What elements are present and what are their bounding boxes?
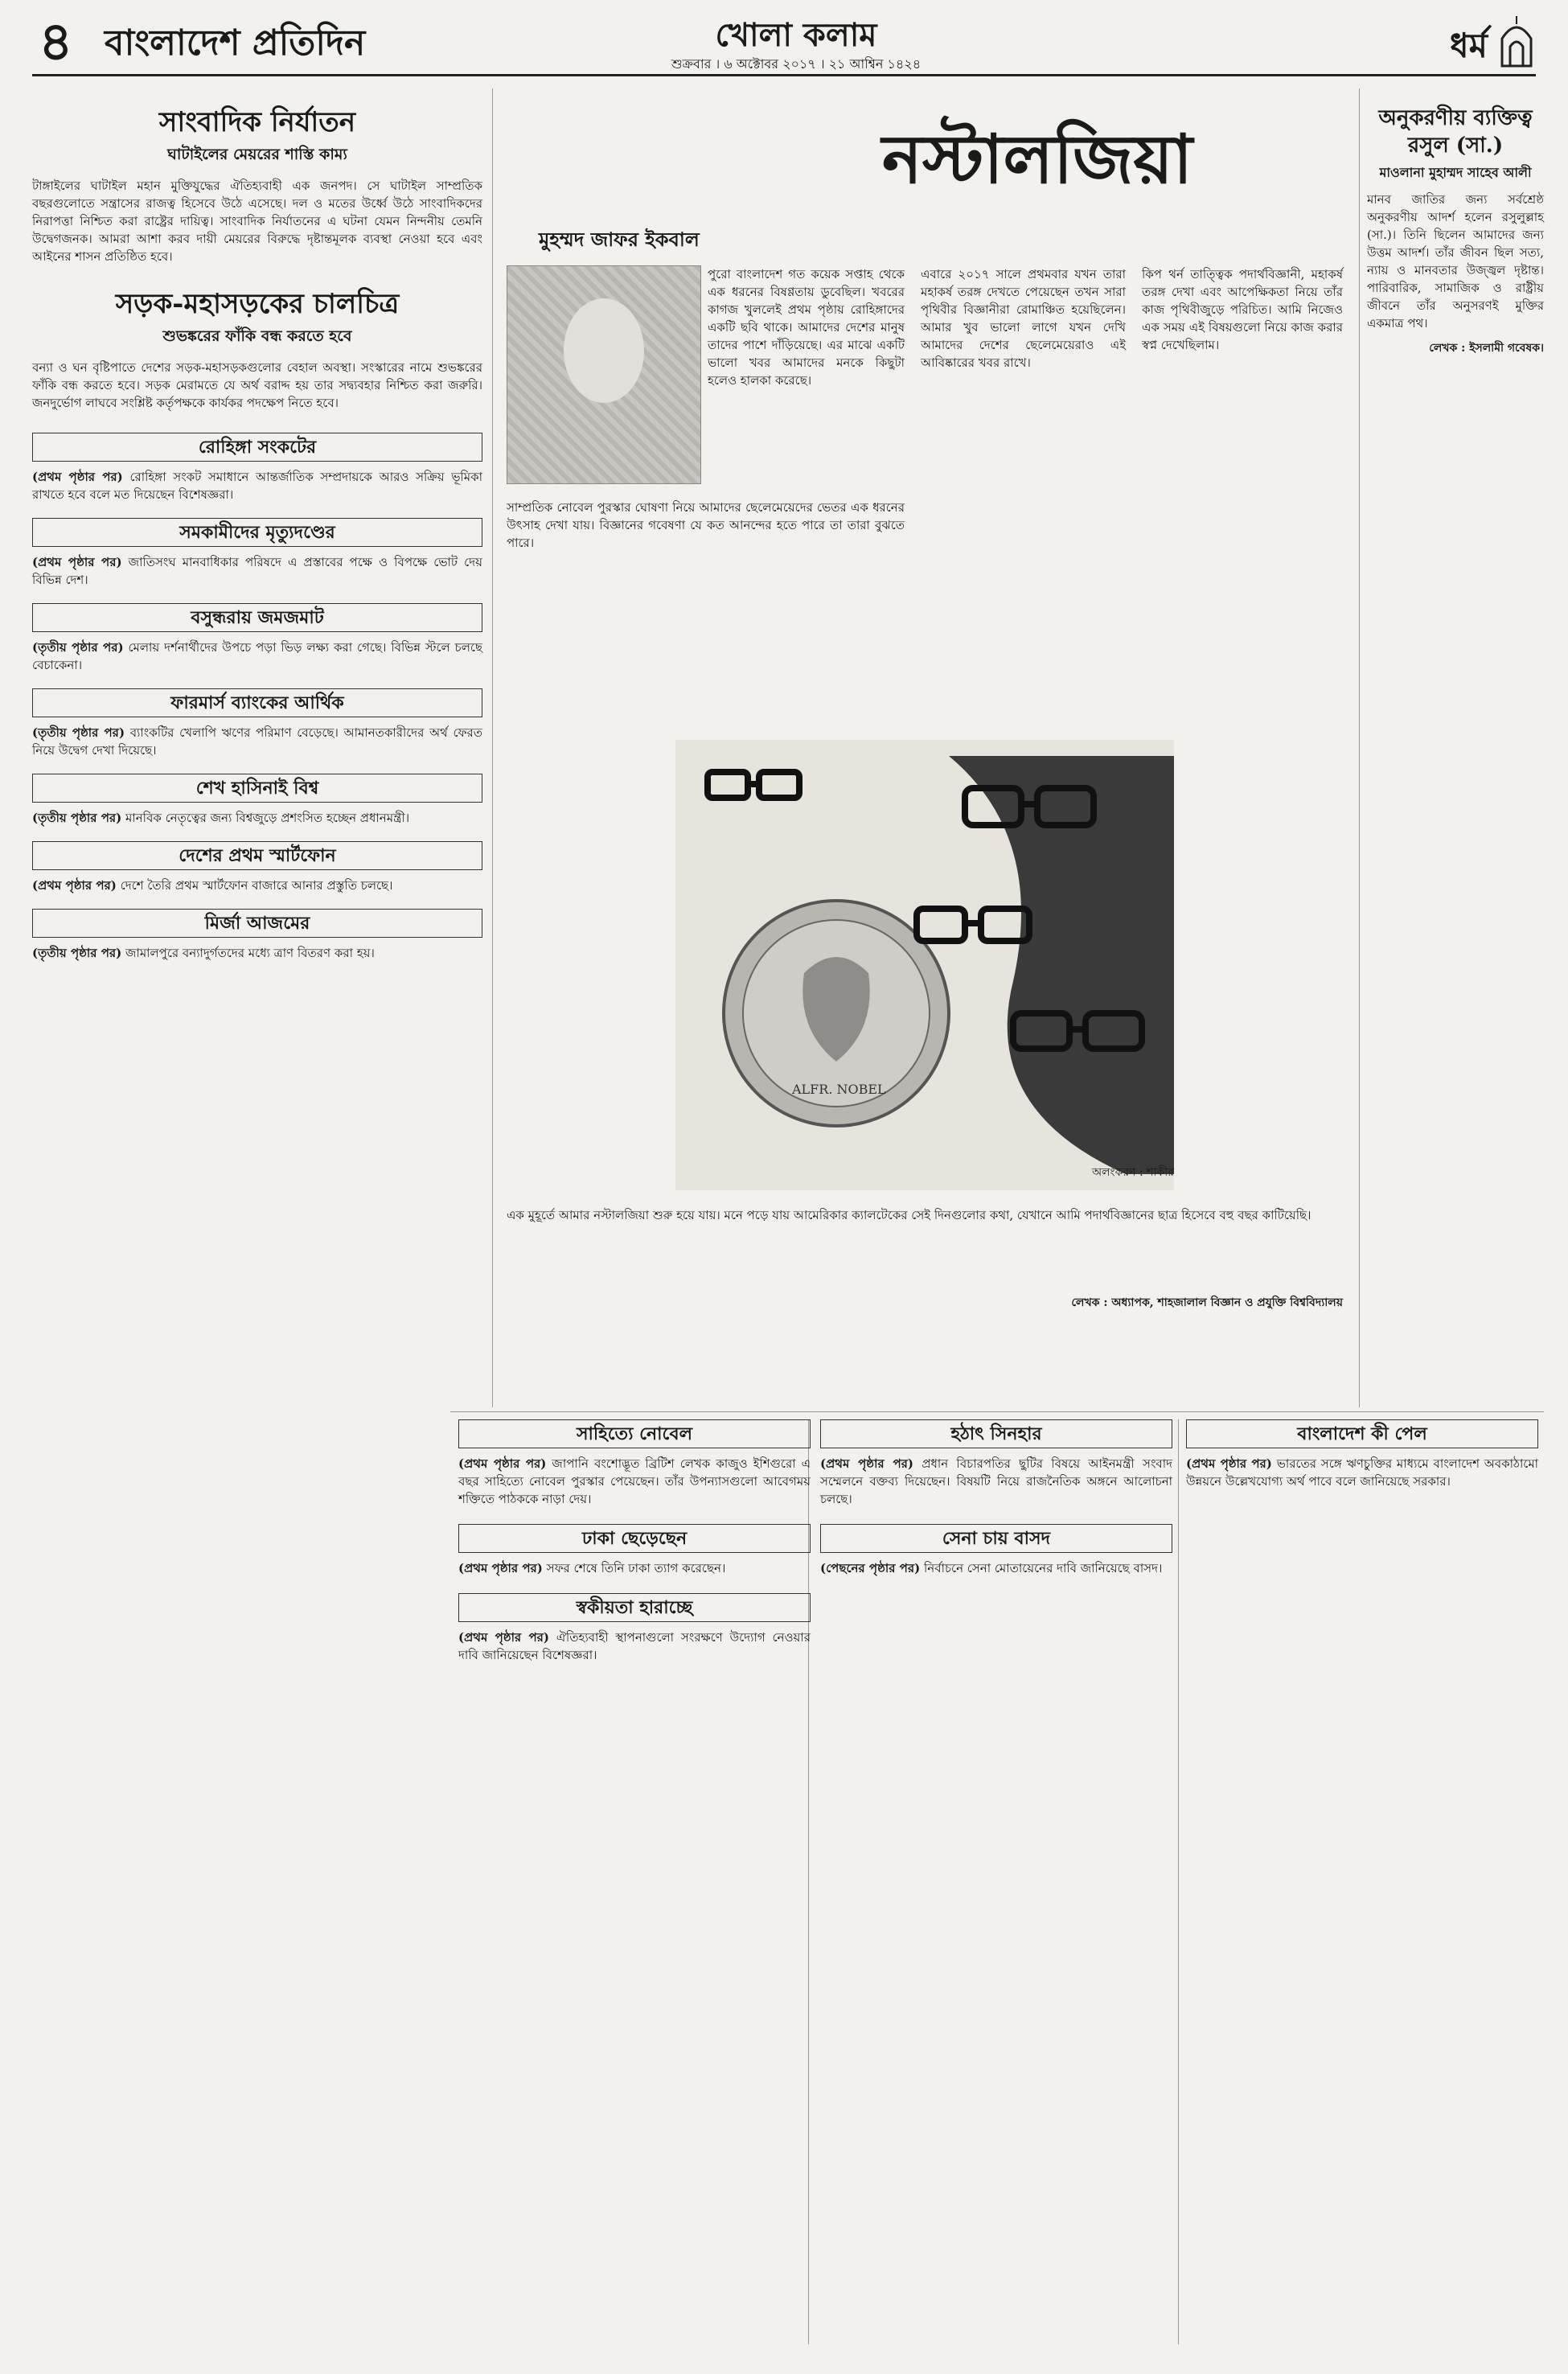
paper-name: বাংলাদেশ প্রতিদিন (105, 23, 366, 64)
brief-body (32, 877, 482, 894)
page-number: ৪ (39, 13, 73, 72)
article-text: প্রধান বিচারপতির ছুটির বিষয়ে আইনমন্ত্রী সংবাদ সম্মেলনে বক্তব্য দিয়েছেন। বিষয়টি নিয়ে রাজনৈতিক অঙ্গনে আলোচনা চলছে। (820, 1456, 1172, 1506)
article-body (820, 1455, 1172, 1508)
editorial-roads (32, 286, 482, 412)
article-lead: (প্রথম পৃষ্ঠার পর) (458, 1456, 547, 1471)
masthead-rule (32, 74, 1536, 76)
article-title: সেনা চায় বাসদ (820, 1524, 1172, 1553)
brief-title: শেখ হাসিনাই বিশ্ব (32, 774, 482, 803)
brief-text: মানবিক নেতৃত্বের জন্য বিশ্বজুড়ে প্রশংসিত হচ্ছেন প্রধানমন্ত্রী। (125, 811, 410, 825)
author-photo (507, 265, 701, 484)
article-lead: (প্রথম পৃষ্ঠার পর) (458, 1630, 549, 1645)
brief-title: বসুন্ধরায় জমজমাট (32, 603, 482, 632)
section-rule (450, 1411, 1544, 1412)
religion-author: মাওলানা মুহাম্মদ সাহেব আলী (1379, 165, 1532, 180)
column-rule (492, 88, 493, 1407)
editorial-kicker: শুভঙ্করের ফাঁকি বন্ধ করতে হবে (162, 327, 352, 345)
column-rule (1359, 88, 1360, 1407)
article-text: ভারতের সঙ্গে ঋণচুক্তির মাধ্যমে বাংলাদেশ অবকাঠামো উন্নয়নে উল্লেখযোগ্য অর্থ পাবে বলে জানিয়েছে সরকার। (1186, 1456, 1539, 1489)
byline: মুহম্মদ জাফর ইকবাল (539, 228, 700, 251)
brief-body (32, 809, 482, 827)
section-right-name: ধর্ম (1450, 26, 1488, 65)
article-text: জাপানি বংশোদ্ভূত ব্রিটিশ লেখক কাজুও ইশিগুরো এ বছর সাহিত্যে নোবেল পুরস্কার পেয়েছেন। তাঁর উপন্যাসগুলো আবেগময় শক্তিতে পাঠককে নাড়া দেয়। (458, 1456, 811, 1506)
brief-body (32, 639, 482, 674)
brief-title: ফারমার্স ব্যাংকের আর্থিক (32, 688, 482, 717)
editorial-title: সড়ক-মহাসড়কের চালচিত্র (115, 288, 400, 320)
brief-title: দেশের প্রথম স্মার্টফোন (32, 841, 482, 870)
editorial-journalist-harassment (32, 105, 482, 265)
article-body (820, 1559, 1172, 1577)
bottom-column (820, 1419, 1172, 1577)
religion-title: অনুকরণীয় ব্যক্তিত্ব রসুল (সা.) (1378, 106, 1533, 158)
article-body (458, 1629, 811, 1664)
editorial-title: সাংবাদিক নির্যাতন (158, 106, 356, 138)
news-brief (32, 841, 482, 894)
brief-text: ব্যাংকটির খেলাপি ঋণের পরিমাণ বেড়েছে। আমানতকারীদের অর্থ ফেরত নিয়ে উদ্বেগ দেখা দিয়েছে। (32, 725, 482, 758)
feature-article (507, 105, 1351, 1311)
feature-column: কিপ থর্ন তাত্ত্বিক পদার্থবিজ্ঞানী, মহাকর্ষ তরঙ্গ দেখা এবং আপেক্ষিকতা নিয়ে তাঁর কাজ পৃথিবীজুড়ে পরিচিত। আমি নিজেও এক সময় এই বিষয়গুলো নিয়ে কাজ করার স্বপ্ন দেখেছিলাম। (1142, 267, 1343, 352)
article-lead: (প্রথম পৃষ্ঠার পর) (1186, 1456, 1272, 1471)
dateline: শুক্রবার । ৬ অক্টোবর ২০১৭ । ২১ আশ্বিন ১৪২৪ (671, 56, 922, 72)
mosque-icon (1497, 14, 1536, 68)
brief-lead: (প্রথম পৃষ্ঠার পর) (32, 878, 117, 893)
brief-body (32, 944, 482, 962)
article-text: সফর শেষে তিনি ঢাকা ত্যাগ করেছেন। (546, 1561, 726, 1575)
brief-text: দেশে তৈরি প্রথম স্মার্টফোন বাজারে আনার প্রস্তুতি চলছে। (120, 878, 393, 893)
editorial-kicker: ঘাটাইলের মেয়রের শাস্তি কাম্য (167, 146, 347, 163)
brief-body (32, 724, 482, 759)
brief-title: মির্জা আজমের (32, 909, 482, 938)
news-brief (32, 909, 482, 962)
feature-title: নস্টালজিয়া (881, 119, 1193, 199)
brief-lead: (তৃতীয় পৃষ্ঠার পর) (32, 725, 125, 740)
medal-text: ALFR. NOBEL (792, 1082, 886, 1097)
article-title: হঠাৎ সিনহার (820, 1419, 1172, 1448)
news-brief (32, 774, 482, 827)
section-name: খোলা কলাম (715, 16, 877, 54)
feature-column: পুরো বাংলাদেশ গত কয়েক সপ্তাহ থেকে এক ধরনের বিষণ্ণতায় ডুবেছিল। খবরের কাগজ খুললেই প্রথম পৃষ্ঠায় রোহিঙ্গাদের একটি ছবি থাকে। আমাদের দেশের মানুষ তাদের পাশে দাঁড়িয়েছে। এর মাঝে একটি ভালো খবর আমাদের মনকে কিছুটা হলেও হালকা করেছে। (708, 267, 905, 388)
article-body (458, 1455, 811, 1508)
news-brief (32, 433, 482, 503)
article-title: স্বকীয়তা হারাচ্ছে (458, 1593, 811, 1622)
news-brief (32, 518, 482, 589)
brief-title: সমকামীদের মৃত্যুদণ্ডের (32, 518, 482, 547)
author-face (564, 298, 644, 403)
editorial-body: টাঙ্গাইলের ঘাটাইল মহান মুক্তিযুদ্ধের ঐতিহ্যবাহী এক জনপদ। সে ঘাটাইল সাম্প্রতিক বছরগুলোতে সন্ত্রাসের রাজত্ব হিসেবে উঠে এসেছে। দল ও মতের উর্ধ্বে উঠে সাংবাদিকদের নিরাপত্তা নিশ্চিত করা রাষ্ট্রের দায়িত্ব। সাংবাদিক নির্যাতনের এ ঘটনা যেমন নিন্দনীয় তেমনি উদ্বেগজনক। আমরা আশা করব দায়ী মেয়রের বিরুদ্ধে দৃষ্টান্তমূলক ব্যবস্থা নেওয়া হবে এবং আইনের শাসন প্রতিষ্ঠিত হবে। (32, 179, 482, 264)
article-body (458, 1559, 811, 1577)
brief-lead: (তৃতীয় পৃষ্ঠার পর) (32, 946, 122, 960)
left-column (32, 105, 482, 976)
article-body (1186, 1455, 1538, 1490)
writer-note: লেখক : অধ্যাপক, শাহজালাল বিজ্ঞান ও প্রযুক্তি বিশ্ববিদ্যালয় (1071, 1296, 1343, 1309)
news-brief (32, 688, 482, 759)
article-title: সাহিত্যে নোবেল (458, 1419, 811, 1448)
masthead (32, 14, 1536, 71)
feature-column: এবারে ২০১৭ সালে প্রথমবার যখন তারা মহাকর্ষ তরঙ্গ দেখতে পেয়েছেন তখন সারা পৃথিবীর বিজ্ঞানীরা রোমাঞ্চিত হয়েছিলেন। আমার খুব ভালো লাগে যখন দেখি আমাদের দেশের ছেলেমেয়েরাও এই আবিষ্কারের খবর রাখে। (921, 267, 1126, 370)
brief-title: রোহিঙ্গা সংকটের (32, 433, 482, 462)
bottom-column (1186, 1419, 1538, 1490)
bottom-news-section (450, 1419, 1544, 2344)
article-title: বাংলাদেশ কী পেল (1186, 1419, 1538, 1448)
brief-text: মেলায় দর্শনার্থীদের উপচে পড়া ভিড় লক্ষ্য করা গেছে। বিভিন্ন স্টলে চলছে বেচাকেনা। (32, 640, 482, 672)
article-text: নির্বাচনে সেনা মোতায়েনের দাবি জানিয়েছে বাসদ। (924, 1561, 1163, 1575)
article-lead: (প্রথম পৃষ্ঠার পর) (820, 1456, 913, 1471)
illustration-credit: অলংকরণ : শাকীর (1091, 1166, 1174, 1179)
brief-body (32, 468, 482, 503)
brief-text: জাতিসংঘ মানবাধিকার পরিষদে এ প্রস্তাবের পক্ষে ও বিপক্ষে ভোট দেয় বিভিন্ন দেশ। (32, 555, 482, 587)
religion-body: মানব জাতির জন্য সর্বশ্রেষ্ঠ অনুকরণীয় আদর্শ হলেন রসুলুল্লাহ (সা.)। তিনি ছিলেন আমাদের জন্য উত্তম আদর্শ। তাঁর জীবন ছিল সত্য, ন্যায় ও মানবতার উজ্জ্বল দৃষ্টান্ত। পারিবারিক, সামাজিক ও রাষ্ট্রীয় জীবনে তাঁর অনুসরণই মুক্তির একমাত্র পথ। (1367, 192, 1544, 331)
feature-continuation: এক মুহূর্তে আমার নস্টালজিয়া শুরু হয়ে যায়। মনে পড়ে যায় আমেরিকার ক্যালটেকের সেই দিনগুলোর কথা, যেখানে আমি পদার্থবিজ্ঞানের ছাত্র হিসেবে বহু বছর কাটিয়েছি। (507, 1208, 1311, 1222)
article-text: ঐতিহ্যবাহী স্থাপনাগুলো সংরক্ষণে উদ্যোগ নেওয়ার দাবি জানিয়েছেন বিশেষজ্ঞরা। (458, 1630, 811, 1662)
brief-lead: (প্রথম পৃষ্ঠার পর) (32, 470, 123, 484)
editorial-body: বন্যা ও ঘন বৃষ্টিপাতে দেশের সড়ক-মহাসড়কগুলোর বেহাল অবস্থা। সংস্কারের নামে শুভঙ্করের ফাঁকি বন্ধ করতে হবে। সড়ক মেরামতে যে অর্থ বরাদ্দ হয় তার সদ্ব্যবহার নিশ্চিত করা জরুরি। জনদুর্ভোগ লাঘবে সংশ্লিষ্ট কর্তৃপক্ষকে কার্যকর পদক্ষেপ নিতে হবে। (32, 360, 482, 410)
brief-lead: (তৃতীয় পৃষ্ঠার পর) (32, 640, 124, 655)
news-brief (32, 603, 482, 674)
brief-lead: (তৃতীয় পৃষ্ঠার পর) (32, 811, 122, 825)
feature-column: সাম্প্রতিক নোবেল পুরস্কার ঘোষণা নিয়ে আমাদের ছেলেমেয়েদের ভেতর এক ধরনের উৎসাহ দেখা যায়। বিজ্ঞানের গবেষণা যে কত আনন্দের হতে পারে তা তারা বুঝতে পারে। (507, 500, 905, 550)
article-lead: (প্রথম পৃষ্ঠার পর) (458, 1561, 543, 1575)
article-title: ঢাকা ছেড়েছেন (458, 1524, 811, 1553)
brief-body (32, 553, 482, 589)
brief-text: জামালপুরে বন্যাদুর্গতদের মধ্যে ত্রাণ বিতরণ করা হয়। (125, 946, 375, 960)
bottom-column (458, 1419, 811, 1664)
writer-note: লেখক : ইসলামী গবেষক। (1429, 342, 1544, 355)
brief-lead: (প্রথম পৃষ্ঠার পর) (32, 555, 122, 569)
right-column-religion (1367, 105, 1544, 358)
section-header (555, 14, 1037, 72)
brief-text: রোহিঙ্গা সংকট সমাধানে আন্তর্জাতিক সম্প্রদায়কে আরও সক্রিয় ভূমিকা রাখতে হবে বলে মত দিয়েছেন বিশেষজ্ঞরা। (32, 470, 482, 502)
article-lead: (পেছনের পৃষ্ঠার পর) (820, 1561, 921, 1575)
nobel-illustration (675, 740, 1174, 1190)
